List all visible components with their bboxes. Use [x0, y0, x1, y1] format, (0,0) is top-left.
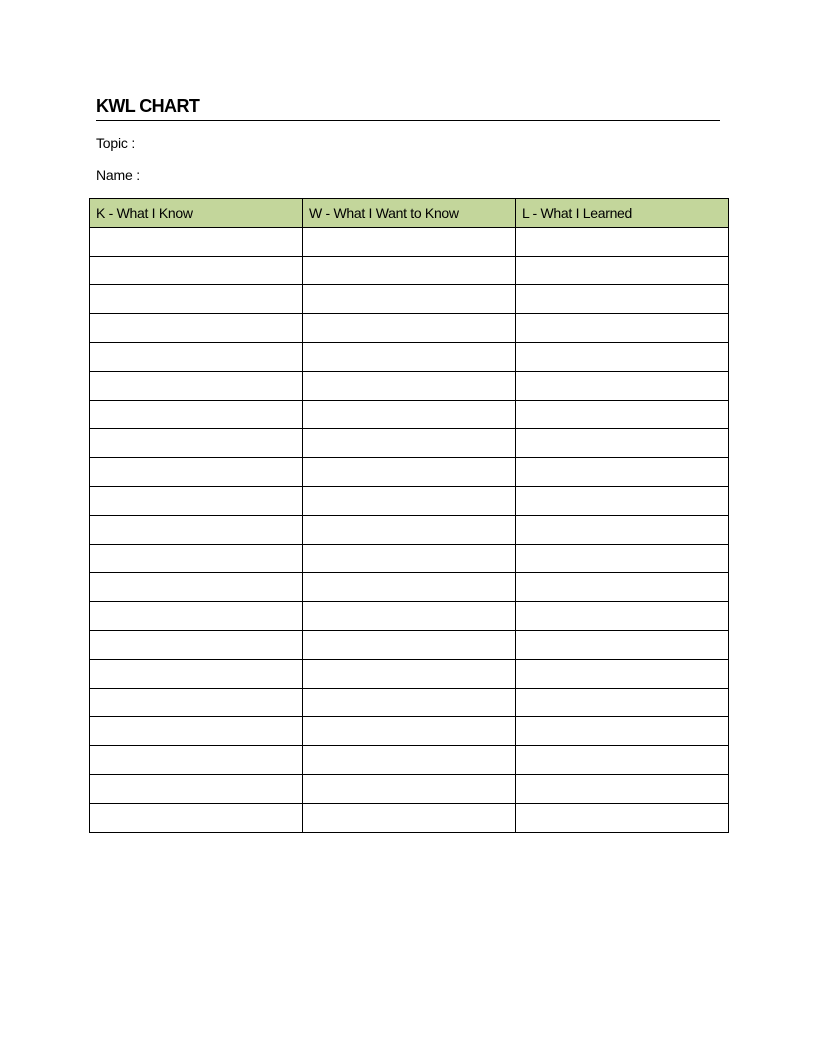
learned-cell[interactable] [516, 429, 729, 458]
table-row [90, 659, 729, 688]
know-cell[interactable] [90, 314, 303, 343]
table-row [90, 573, 729, 602]
learned-cell[interactable] [516, 400, 729, 429]
want-to-know-cell[interactable] [303, 688, 516, 717]
learned-cell[interactable] [516, 688, 729, 717]
know-cell[interactable] [90, 659, 303, 688]
learned-cell[interactable] [516, 256, 729, 285]
learned-cell[interactable] [516, 630, 729, 659]
want-to-know-cell[interactable] [303, 803, 516, 832]
table-row [90, 285, 729, 314]
want-to-know-cell[interactable] [303, 314, 516, 343]
table-row [90, 515, 729, 544]
want-to-know-cell[interactable] [303, 342, 516, 371]
want-to-know-cell[interactable] [303, 717, 516, 746]
want-to-know-cell[interactable] [303, 400, 516, 429]
know-cell[interactable] [90, 774, 303, 803]
know-cell[interactable] [90, 717, 303, 746]
know-cell[interactable] [90, 573, 303, 602]
table-row [90, 429, 729, 458]
table-row [90, 803, 729, 832]
know-cell[interactable] [90, 371, 303, 400]
table-row [90, 717, 729, 746]
table-row [90, 486, 729, 515]
kwl-table [89, 198, 729, 833]
want-to-know-cell[interactable] [303, 227, 516, 256]
know-cell[interactable] [90, 688, 303, 717]
learned-cell[interactable] [516, 227, 729, 256]
learned-cell[interactable] [516, 746, 729, 775]
want-to-know-cell[interactable] [303, 486, 516, 515]
know-cell[interactable] [90, 458, 303, 487]
learned-cell[interactable] [516, 285, 729, 314]
header-know: K - What I Know [90, 199, 303, 228]
know-cell[interactable] [90, 486, 303, 515]
know-cell[interactable] [90, 803, 303, 832]
table-row [90, 630, 729, 659]
title-underline [96, 120, 720, 121]
learned-cell[interactable] [516, 774, 729, 803]
know-cell[interactable] [90, 429, 303, 458]
want-to-know-cell[interactable] [303, 285, 516, 314]
want-to-know-cell[interactable] [303, 746, 516, 775]
know-cell[interactable] [90, 285, 303, 314]
learned-cell[interactable] [516, 515, 729, 544]
learned-cell[interactable] [516, 573, 729, 602]
know-cell[interactable] [90, 400, 303, 429]
table-row [90, 227, 729, 256]
want-to-know-cell[interactable] [303, 774, 516, 803]
learned-cell[interactable] [516, 486, 729, 515]
table-row [90, 256, 729, 285]
page-title: KWL CHART [96, 96, 200, 116]
know-cell[interactable] [90, 227, 303, 256]
want-to-know-cell[interactable] [303, 573, 516, 602]
learned-cell[interactable] [516, 371, 729, 400]
learned-cell[interactable] [516, 544, 729, 573]
kwl-header-row [90, 199, 729, 228]
want-to-know-cell[interactable] [303, 458, 516, 487]
table-row [90, 400, 729, 429]
learned-cell[interactable] [516, 717, 729, 746]
table-row [90, 458, 729, 487]
learned-cell[interactable] [516, 803, 729, 832]
table-row [90, 342, 729, 371]
learned-cell[interactable] [516, 659, 729, 688]
want-to-know-cell[interactable] [303, 515, 516, 544]
header-want-to-know: W - What I Want to Know [303, 199, 516, 228]
want-to-know-cell[interactable] [303, 544, 516, 573]
learned-cell[interactable] [516, 314, 729, 343]
topic-label: Topic : [96, 135, 136, 151]
want-to-know-cell[interactable] [303, 659, 516, 688]
table-row [90, 746, 729, 775]
know-cell[interactable] [90, 746, 303, 775]
know-cell[interactable] [90, 342, 303, 371]
kwl-table-body [90, 227, 729, 832]
header-learned: L - What I Learned [516, 199, 729, 228]
table-row [90, 371, 729, 400]
know-cell[interactable] [90, 602, 303, 631]
table-row [90, 688, 729, 717]
learned-cell[interactable] [516, 602, 729, 631]
want-to-know-cell[interactable] [303, 256, 516, 285]
table-row [90, 314, 729, 343]
name-label: Name : [96, 167, 140, 183]
know-cell[interactable] [90, 544, 303, 573]
table-row [90, 602, 729, 631]
want-to-know-cell[interactable] [303, 429, 516, 458]
learned-cell[interactable] [516, 342, 729, 371]
know-cell[interactable] [90, 515, 303, 544]
table-row [90, 544, 729, 573]
learned-cell[interactable] [516, 458, 729, 487]
want-to-know-cell[interactable] [303, 371, 516, 400]
know-cell[interactable] [90, 256, 303, 285]
want-to-know-cell[interactable] [303, 630, 516, 659]
table-row [90, 774, 729, 803]
want-to-know-cell[interactable] [303, 602, 516, 631]
know-cell[interactable] [90, 630, 303, 659]
